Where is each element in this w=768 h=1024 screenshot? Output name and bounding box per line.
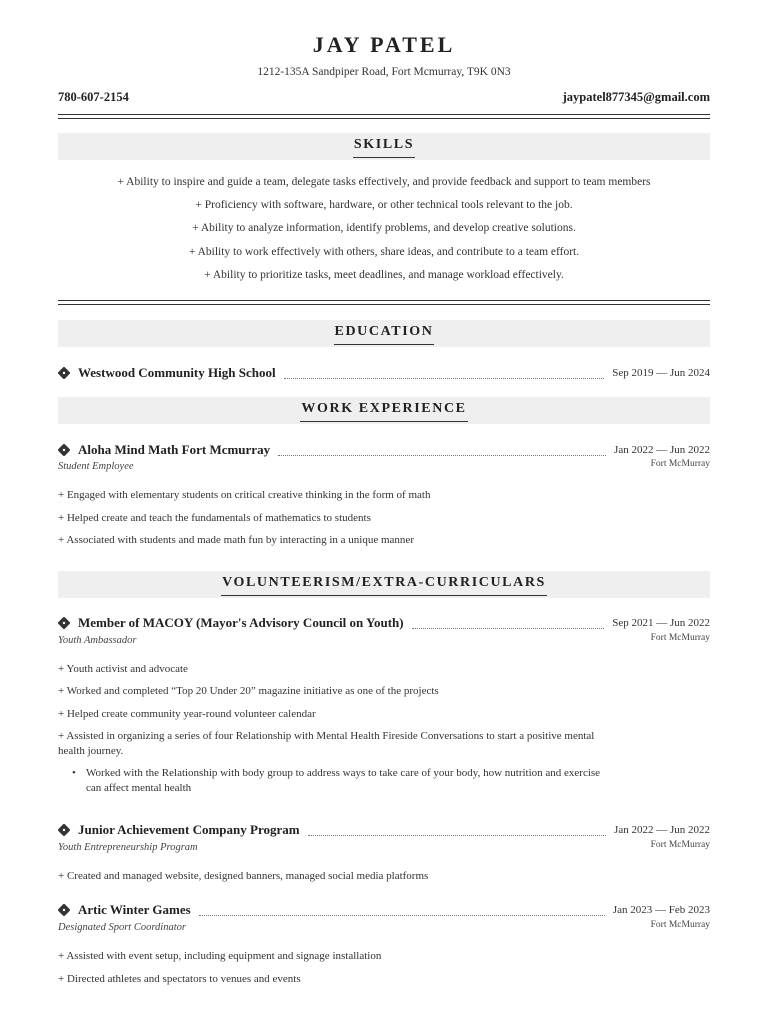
entry-item: + Worked and completed “Top 20 Under 20” magazine initiative as one of the projects [58,685,439,697]
dotted-leader [308,825,606,836]
skill-item: + Ability to prioritize tasks, meet deadlines, and manage workload effectively. [204,269,564,281]
entry-item: + Helped create and teach the fundamentals of mathematics to students [58,512,371,524]
divider [58,114,710,115]
volunteer-entry [58,614,710,632]
entry-dates: Sep 2021 — Jun 2022 [612,617,710,629]
entry-item: + Assisted in organizing a series of four Relationship with Mental Health Fireside Conversations to start a positive mental health journey. [58,730,595,757]
dotted-leader [199,905,605,916]
entry-title: Westwood Community High School [78,365,276,380]
email-address: jaypatel877345@gmail.com [562,90,710,104]
entry-item: + Assisted with event setup, including equipment and signage installation [58,950,382,962]
entry-item: + Created and managed website, designed banners, managed social media platforms [58,870,429,882]
skill-item: + Proficiency with software, hardware, or other technical tools relevant to the job. [195,199,573,211]
entry-location: Fort McMurray [650,840,710,850]
divider [58,304,710,305]
entry-item: + Associated with students and made math fun by interacting in a unique manner [58,534,414,546]
diamond-bullet-icon [58,617,70,629]
bullet-dot-icon: • [72,767,76,779]
diamond-bullet-icon [58,444,70,456]
entry-role: Student Employee [58,461,134,472]
entry-dates: Jan 2022 — Jun 2022 [614,444,710,456]
entry-title: Junior Achievement Company Program [78,822,300,837]
section-header-volunteerism: VOLUNTEERISM/EXTRA-CURRICULARS [58,571,710,598]
section-header-work-experience: WORK EXPERIENCE [58,397,710,424]
diamond-bullet-icon [58,367,70,379]
phone-number: 780-607-2154 [58,90,129,104]
entry-location: Fort McMurray [650,920,710,930]
section-header-skills: SKILLS [58,133,710,160]
dotted-leader [412,618,605,629]
volunteer-entry [58,821,710,839]
entry-location: Fort McMurray [650,459,710,469]
section-header-education: EDUCATION [58,320,710,347]
entry-title: Artic Winter Games [78,902,191,917]
entry-title: Member of MACOY (Mayor's Advisory Council on Youth) [78,615,404,630]
entry-item: + Directed athletes and spectators to venues and events [58,973,301,985]
entry-role: Youth Entrepreneurship Program [58,842,198,853]
entry-dates: Jan 2023 — Feb 2023 [612,904,710,916]
entry-role: Designated Sport Coordinator [58,922,186,933]
divider [58,118,710,119]
skill-item: + Ability to work effectively with others, share ideas, and contribute to a team effort. [188,246,580,258]
work-entry [58,441,710,459]
entry-role: Youth Ambassador [58,635,137,646]
diamond-bullet-icon [58,904,70,916]
candidate-name: JAY PATEL [312,32,456,57]
skill-item: + Ability to analyze information, identify problems, and develop creative solutions. [192,222,576,234]
divider [58,300,710,301]
entry-location: Fort McMurray [650,633,710,643]
entry-item: + Youth activist and advocate [58,663,188,675]
entry-dates: Jan 2022 — Jun 2022 [614,824,710,836]
entry-sub-item: • Worked with the Relationship with body group to address ways to take care of your body, how nutrition and exercise can affect mental health [72,767,601,794]
dotted-leader [284,368,605,379]
diamond-bullet-icon [58,824,70,836]
dotted-leader [278,445,606,456]
skill-item: + Ability to inspire and guide a team, delegate tasks effectively, and provide feedback and support to team members [117,176,651,188]
entry-dates: Sep 2019 — Jun 2024 [612,367,710,379]
education-entry [58,364,710,382]
entry-title: Aloha Mind Math Fort Mcmurray [78,442,271,457]
volunteer-entry [58,901,710,919]
address: 1212-135A Sandpiper Road, Fort Mcmurray, T9K 0N3 [257,66,511,78]
entry-item: + Helped create community year-round volunteer calendar [58,708,316,720]
entry-item: + Engaged with elementary students on critical creative thinking in the form of math [58,489,431,501]
